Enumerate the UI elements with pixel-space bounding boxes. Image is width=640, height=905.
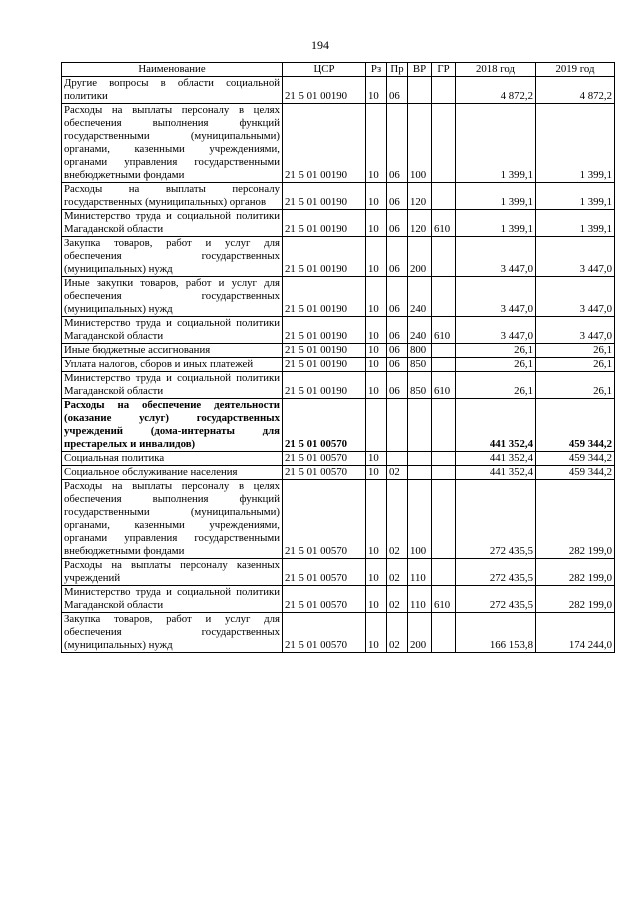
cell-vr: 200 [408, 613, 432, 653]
cell-name: Социальная политика [62, 452, 283, 466]
cell-2018: 166 153,8 [456, 613, 536, 653]
cell-gr [432, 77, 456, 104]
cell-2019: 4 872,2 [536, 77, 615, 104]
cell-vr: 100 [408, 480, 432, 559]
cell-gr [432, 237, 456, 277]
cell-2018: 1 399,1 [456, 104, 536, 183]
cell-vr: 240 [408, 317, 432, 344]
cell-2018: 441 352,4 [456, 452, 536, 466]
cell-vr: 100 [408, 104, 432, 183]
cell-rz: 10 [366, 466, 387, 480]
cell-name: Министерство труда и социальной политики Магаданской области [62, 210, 283, 237]
cell-rz: 10 [366, 237, 387, 277]
cell-name: Министерство труда и социальной политики Магаданской области [62, 372, 283, 399]
cell-rz: 10 [366, 559, 387, 586]
cell-2019: 282 199,0 [536, 480, 615, 559]
header-pr: Пр [387, 63, 408, 77]
header-rz: Рз [366, 63, 387, 77]
cell-2018: 1 399,1 [456, 210, 536, 237]
cell-pr: 02 [387, 466, 408, 480]
cell-name: Министерство труда и социальной политики Магаданской области [62, 586, 283, 613]
table-row [62, 466, 615, 480]
cell-gr: 610 [432, 372, 456, 399]
cell-rz: 10 [366, 586, 387, 613]
cell-pr [387, 399, 408, 452]
cell-2018: 26,1 [456, 344, 536, 358]
table-row [62, 317, 615, 344]
cell-vr: 200 [408, 237, 432, 277]
cell-2018: 4 872,2 [456, 77, 536, 104]
cell-gr [432, 183, 456, 210]
cell-2018: 272 435,5 [456, 480, 536, 559]
cell-2019: 1 399,1 [536, 183, 615, 210]
cell-csr: 21 5 01 00570 [283, 466, 366, 480]
cell-csr: 21 5 01 00190 [283, 317, 366, 344]
cell-pr [387, 452, 408, 466]
cell-gr: 610 [432, 317, 456, 344]
cell-pr: 02 [387, 613, 408, 653]
cell-vr [408, 399, 432, 452]
table-row [62, 277, 615, 317]
page-number: 194 [311, 38, 329, 52]
cell-csr: 21 5 01 00570 [283, 452, 366, 466]
table-row [62, 210, 615, 237]
cell-vr: 110 [408, 586, 432, 613]
cell-csr: 21 5 01 00190 [283, 344, 366, 358]
cell-csr: 21 5 01 00190 [283, 104, 366, 183]
cell-gr [432, 358, 456, 372]
cell-name: Министерство труда и социальной политики Магаданской области [62, 317, 283, 344]
cell-name: Уплата налогов, сборов и иных платежей [62, 358, 283, 372]
cell-2019: 174 244,0 [536, 613, 615, 653]
cell-name: Иные закупки товаров, работ и услуг для обеспечения государственных (муниципальных) нужд [62, 277, 283, 317]
cell-vr: 120 [408, 210, 432, 237]
cell-2019: 3 447,0 [536, 237, 615, 277]
cell-rz: 10 [366, 104, 387, 183]
cell-csr: 21 5 01 00190 [283, 358, 366, 372]
cell-pr: 06 [387, 183, 408, 210]
header-2018: 2018 год [456, 63, 536, 77]
cell-gr [432, 559, 456, 586]
cell-vr: 800 [408, 344, 432, 358]
cell-2019: 3 447,0 [536, 317, 615, 344]
table-row [62, 480, 615, 559]
cell-vr: 120 [408, 183, 432, 210]
table-row [62, 183, 615, 210]
header-csr: ЦСР [283, 63, 366, 77]
cell-gr [432, 399, 456, 452]
cell-vr: 110 [408, 559, 432, 586]
cell-rz: 10 [366, 210, 387, 237]
cell-2019: 3 447,0 [536, 277, 615, 317]
cell-rz [366, 399, 387, 452]
cell-csr: 21 5 01 00190 [283, 183, 366, 210]
cell-gr [432, 466, 456, 480]
budget-table [61, 62, 615, 653]
cell-csr: 21 5 01 00570 [283, 559, 366, 586]
table-row [62, 372, 615, 399]
cell-gr: 610 [432, 586, 456, 613]
cell-rz: 10 [366, 613, 387, 653]
cell-rz: 10 [366, 452, 387, 466]
cell-gr [432, 452, 456, 466]
cell-2018: 26,1 [456, 372, 536, 399]
cell-rz: 10 [366, 277, 387, 317]
cell-2018: 3 447,0 [456, 277, 536, 317]
cell-vr: 850 [408, 358, 432, 372]
cell-rz: 10 [366, 344, 387, 358]
table-row [62, 559, 615, 586]
cell-2018: 441 352,4 [456, 466, 536, 480]
cell-2018: 1 399,1 [456, 183, 536, 210]
table-body [62, 77, 615, 653]
cell-pr: 06 [387, 317, 408, 344]
cell-rz: 10 [366, 372, 387, 399]
table-row [62, 613, 615, 653]
cell-name: Расходы на выплаты персоналу в целях обеспечения выполнения функций государственными (муниципальными) органами, казенными учреждениями, органами управления государственными внебюджетными фондами [62, 104, 283, 183]
header-vr: ВР [408, 63, 432, 77]
cell-rz: 10 [366, 317, 387, 344]
cell-name: Расходы на обеспечение деятельности (оказание услуг) государственных учреждений (дома-интернаты для престарелых и инвалидов) [62, 399, 283, 452]
header-name: Наименование [62, 63, 283, 77]
cell-csr: 21 5 01 00570 [283, 613, 366, 653]
cell-pr: 06 [387, 358, 408, 372]
cell-2019: 1 399,1 [536, 210, 615, 237]
cell-csr: 21 5 01 00570 [283, 586, 366, 613]
cell-csr: 21 5 01 00190 [283, 237, 366, 277]
cell-pr: 06 [387, 210, 408, 237]
table-header-row [62, 63, 615, 77]
header-2019: 2019 год [536, 63, 615, 77]
cell-2019: 1 399,1 [536, 104, 615, 183]
cell-pr: 06 [387, 104, 408, 183]
cell-pr: 02 [387, 559, 408, 586]
cell-name: Иные бюджетные ассигнования [62, 344, 283, 358]
cell-gr [432, 480, 456, 559]
cell-gr [432, 344, 456, 358]
cell-2019: 282 199,0 [536, 586, 615, 613]
cell-gr [432, 613, 456, 653]
cell-name: Расходы на выплаты персоналу в целях обеспечения выполнения функций государственными (муниципальными) органами, казенными учреждениями, органами управления государственными внебюджетными фондами [62, 480, 283, 559]
cell-2019: 459 344,2 [536, 399, 615, 452]
cell-name: Другие вопросы в области социальной политики [62, 77, 283, 104]
cell-2018: 26,1 [456, 358, 536, 372]
cell-csr: 21 5 01 00570 [283, 399, 366, 452]
cell-vr: 850 [408, 372, 432, 399]
table-row [62, 77, 615, 104]
cell-2019: 26,1 [536, 358, 615, 372]
cell-rz: 10 [366, 183, 387, 210]
cell-2018: 3 447,0 [456, 317, 536, 344]
cell-2018: 272 435,5 [456, 559, 536, 586]
table-row [62, 399, 615, 452]
cell-gr [432, 104, 456, 183]
cell-2019: 459 344,2 [536, 466, 615, 480]
cell-2018: 272 435,5 [456, 586, 536, 613]
cell-pr: 06 [387, 77, 408, 104]
cell-pr: 02 [387, 480, 408, 559]
cell-rz: 10 [366, 480, 387, 559]
cell-vr [408, 466, 432, 480]
table-row [62, 104, 615, 183]
table-row [62, 344, 615, 358]
header-gr: ГР [432, 63, 456, 77]
cell-name: Закупка товаров, работ и услуг для обеспечения государственных (муниципальных) нужд [62, 237, 283, 277]
cell-gr [432, 277, 456, 317]
cell-csr: 21 5 01 00190 [283, 372, 366, 399]
cell-csr: 21 5 01 00190 [283, 77, 366, 104]
cell-2019: 26,1 [536, 344, 615, 358]
cell-name: Расходы на выплаты персоналу казенных учреждений [62, 559, 283, 586]
cell-name: Социальное обслуживание населения [62, 466, 283, 480]
cell-pr: 06 [387, 277, 408, 317]
cell-name: Расходы на выплаты персоналу государственных (муниципальных) органов [62, 183, 283, 210]
cell-csr: 21 5 01 00190 [283, 210, 366, 237]
cell-2018: 3 447,0 [456, 237, 536, 277]
cell-2019: 282 199,0 [536, 559, 615, 586]
cell-vr: 240 [408, 277, 432, 317]
table-row [62, 586, 615, 613]
cell-csr: 21 5 01 00190 [283, 277, 366, 317]
cell-rz: 10 [366, 77, 387, 104]
cell-2019: 26,1 [536, 372, 615, 399]
cell-pr: 06 [387, 344, 408, 358]
cell-rz: 10 [366, 358, 387, 372]
cell-pr: 06 [387, 372, 408, 399]
cell-2018: 441 352,4 [456, 399, 536, 452]
cell-vr [408, 452, 432, 466]
table-row [62, 358, 615, 372]
cell-pr: 06 [387, 237, 408, 277]
cell-pr: 02 [387, 586, 408, 613]
cell-vr [408, 77, 432, 104]
cell-2019: 459 344,2 [536, 452, 615, 466]
table-row [62, 237, 615, 277]
cell-name: Закупка товаров, работ и услуг для обеспечения государственных (муниципальных) нужд [62, 613, 283, 653]
table-row [62, 452, 615, 466]
cell-gr: 610 [432, 210, 456, 237]
cell-csr: 21 5 01 00570 [283, 480, 366, 559]
